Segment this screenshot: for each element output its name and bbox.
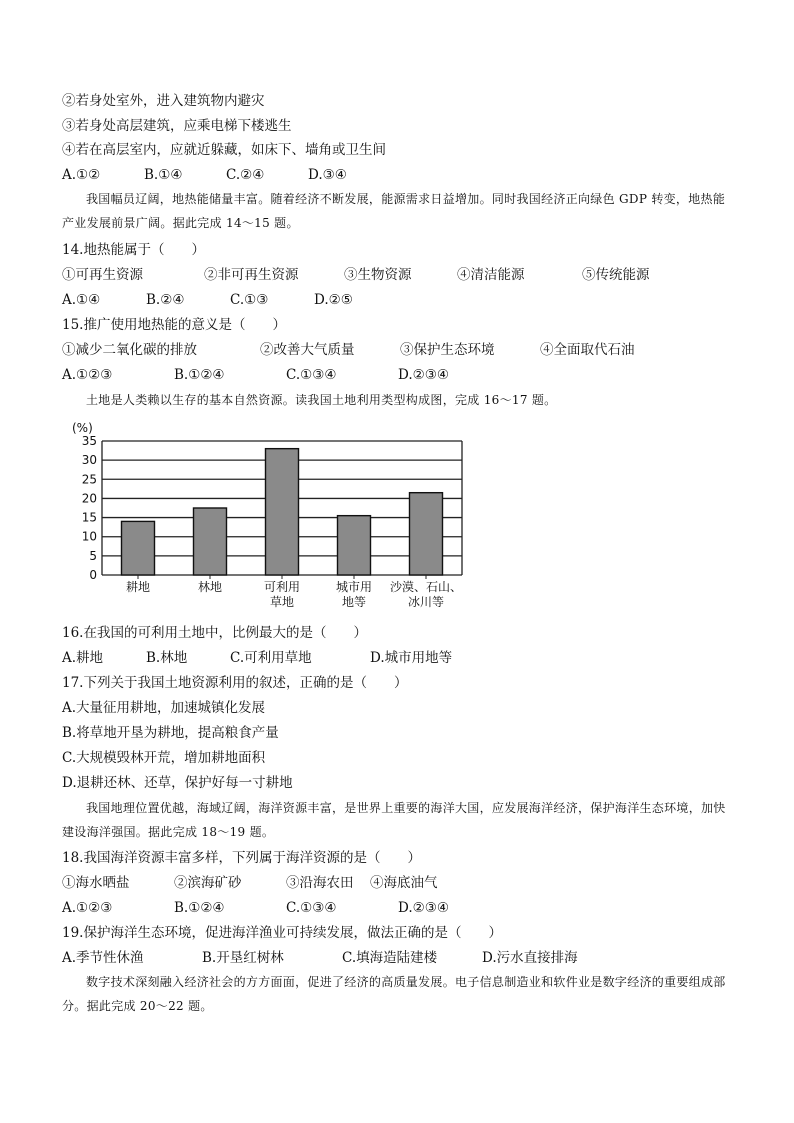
passage-digital-economy: 数字技术深刻融入经济社会的方方面面，促进了经济的高质量发展。电子信息制造业和软件业是数字经济的重要组成部分。据此完成 20～22 题。: [62, 975, 726, 1013]
q14-options: [62, 290, 353, 310]
q17-option-b: B.将草地开垦为耕地，提高粮食产量: [62, 725, 279, 741]
q15-option-d: D.②③④: [398, 367, 449, 383]
q19-option-a: A.季节性休渔: [62, 950, 144, 966]
x-tick-label: 沙漠、石山、: [389, 580, 463, 594]
q15-option-b: B.①②④: [174, 367, 225, 383]
q15-item: ①减少二氧化碳的排放: [62, 342, 197, 358]
q13-options: [62, 165, 347, 185]
q14-item: ③生物资源: [344, 267, 412, 283]
q18-item: ④海底油气: [370, 875, 438, 891]
q13-item-2: ②若身处室外，进入建筑物内避灾: [62, 93, 265, 109]
q17-option-c: C.大规模毁林开荒，增加耕地面积: [62, 750, 266, 766]
q14-items: [62, 265, 650, 285]
q14-item: ④清洁能源: [457, 267, 525, 283]
q16-option-c: C.可利用草地: [230, 650, 312, 666]
q15-options: [62, 365, 449, 385]
passage-geothermal: 我国幅员辽阔，地热能储量丰富。随着经济不断发展，能源需求日益增加。同时我国经济正向绿色 GDP 转变，地热能产业发展前景广阔。据此完成 14～15 题。: [62, 192, 726, 230]
q14-option-b: B.②④: [146, 292, 185, 308]
q15-item: ③保护生态环境: [400, 342, 495, 358]
q19-option-c: C.填海造陆建楼: [342, 950, 438, 966]
y-tick-label: 25: [81, 472, 97, 487]
q14-option-a: A.①④: [62, 292, 101, 308]
q13-item-4: ④若在高层室内，应就近躲藏，如床下、墙角或卫生间: [62, 142, 386, 158]
q18-item: ①海水晒盐: [62, 875, 130, 891]
x-tick-label: 林地: [197, 580, 223, 594]
x-tick-label: 可利用: [263, 580, 301, 594]
q15-option-a: A.①②③: [62, 367, 113, 383]
x-tick-label: 草地: [269, 595, 295, 609]
q13-item-3: ③若身处高层建筑，应乘电梯下楼逃生: [62, 118, 292, 134]
q18-options: [62, 898, 449, 918]
q19-option-d: D.污水直接排海: [482, 950, 578, 966]
q15-option-c: C.①③④: [286, 367, 337, 383]
q15-stem: 15.推广使用地热能的意义是（ ）: [62, 317, 286, 333]
q16-option-d: D.城市用地等: [370, 650, 453, 666]
q13-option-b: B.①④: [144, 167, 183, 183]
q19-options: [62, 948, 578, 968]
q18-item: ③沿海农田: [286, 875, 354, 891]
y-tick-label: 5: [89, 548, 97, 563]
q18-option-b: B.①②④: [174, 900, 225, 916]
land-use-bar-chart: [60, 418, 465, 610]
bar: [266, 449, 299, 575]
q19-option-b: B.开垦红树林: [202, 950, 284, 966]
q18-items: [62, 873, 438, 893]
q14-item: ②非可再生资源: [204, 267, 299, 283]
x-tick-label: 冰川等: [407, 595, 445, 609]
y-tick-label: 0: [89, 568, 97, 582]
q16-option-b: B.林地: [146, 650, 188, 666]
y-tick-label: 30: [81, 453, 97, 468]
q13-option-d: D.③④: [308, 167, 347, 183]
q18-option-d: D.②③④: [398, 900, 449, 916]
q17-option-d: D.退耕还林、还草，保护好每一寸耕地: [62, 775, 293, 791]
q16-option-a: A.耕地: [62, 650, 104, 666]
y-tick-label: 35: [81, 434, 97, 448]
bar: [410, 493, 443, 575]
q18-option-a: A.①②③: [62, 900, 113, 916]
y-tick-label: 15: [81, 510, 97, 525]
q16-options: [62, 648, 452, 668]
q13-option-a: A.①②: [62, 167, 101, 183]
x-tick-label: 地等: [341, 595, 367, 609]
q19-stem: 19.保护海洋生态环境，促进海洋渔业可持续发展，做法正确的是（ ）: [62, 925, 502, 941]
y-axis-unit: (%): [72, 421, 93, 435]
q14-stem: 14.地热能属于（ ）: [62, 242, 205, 258]
q14-item: ⑤传统能源: [582, 267, 650, 283]
q14-option-d: D.②⑤: [314, 292, 353, 308]
passage-land: 土地是人类赖以生存的基本自然资源。读我国土地利用类型构成图，完成 16～17 题。: [86, 393, 557, 407]
bar: [338, 516, 371, 575]
q16-stem: 16.在我国的可利用土地中，比例最大的是（ ）: [62, 625, 367, 641]
q15-item: ②改善大气质量: [260, 342, 355, 358]
q14-item: ①可再生资源: [62, 267, 143, 283]
x-tick-label: 城市用: [335, 580, 373, 594]
q18-item: ②滨海矿砂: [174, 875, 242, 891]
y-tick-label: 20: [81, 491, 97, 506]
q17-option-a: A.大量征用耕地，加速城镇化发展: [62, 700, 266, 716]
bar: [122, 521, 155, 575]
bar: [194, 508, 227, 575]
passage-ocean: 我国地理位置优越，海域辽阔，海洋资源丰富，是世界上重要的海洋大国，应发展海洋经济，保护海洋生态环境，加快建设海洋强国。据此完成 18～19 题。: [62, 801, 726, 839]
q15-item: ④全面取代石油: [540, 342, 635, 358]
q18-option-c: C.①③④: [286, 900, 337, 916]
q18-stem: 18.我国海洋资源丰富多样，下列属于海洋资源的是（ ）: [62, 850, 421, 866]
q15-items: [62, 340, 635, 360]
q14-option-c: C.①③: [230, 292, 269, 308]
q13-option-c: C.②④: [226, 167, 265, 183]
q17-stem: 17.下列关于我国土地资源利用的叙述，正确的是（ ）: [62, 675, 408, 691]
x-tick-label: 耕地: [125, 580, 151, 594]
y-tick-label: 10: [81, 529, 97, 544]
